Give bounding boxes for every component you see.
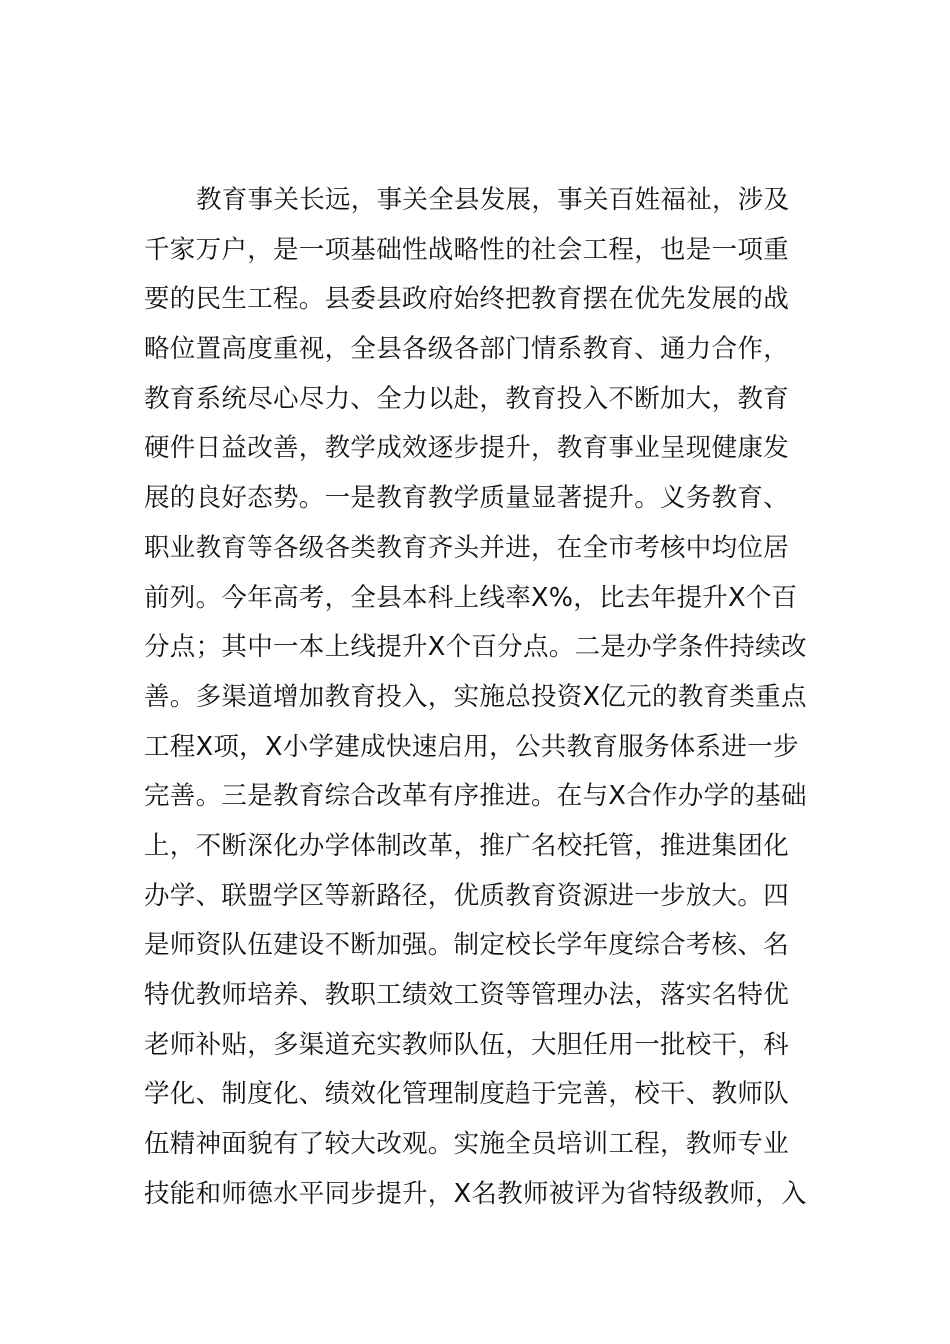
text-line: 职业教育等各级各类教育齐头并进，在全市考核中均位居 bbox=[144, 532, 790, 563]
text-line: 教育事关长远，事关全县发展，事关百姓福祉，涉及 bbox=[196, 185, 790, 215]
text-line: 是师资队伍建设不断加强。制定校长学年度综合考核、名 bbox=[144, 930, 790, 961]
text-line: 特优教师培养、教职工绩效工资等管理办法，落实名特优 bbox=[144, 980, 790, 1010]
text-line: 教育系统尽心尽力、全力以赴，教育投入不断加大，教育 bbox=[144, 383, 790, 414]
text-line: 要的民生工程。县委县政府始终把教育摆在优先发展的战 bbox=[144, 284, 790, 315]
text-line: 分点；其中一本上线提升X个百分点。二是办学条件持续改 bbox=[144, 632, 807, 663]
text-line: 善。多渠道增加教育投入，实施总投资X亿元的教育类重点 bbox=[144, 681, 807, 712]
text-line: 技能和师德水平同步提升，X名教师被评为省特级教师，入 bbox=[144, 1178, 807, 1209]
text-line: 工程X项，X小学建成快速启用，公共教育服务体系进一步 bbox=[144, 731, 799, 762]
text-line: 办学、联盟学区等新路径，优质教育资源进一步放大。四 bbox=[144, 880, 790, 911]
text-line: 千家万户，是一项基础性战略性的社会工程，也是一项重 bbox=[144, 234, 790, 265]
text-line: 完善。三是教育综合改革有序推进。在与X合作办学的基础 bbox=[144, 781, 807, 812]
body-paragraph bbox=[144, 176, 814, 1219]
text-line: 学化、制度化、绩效化管理制度趋于完善，校干、教师队 bbox=[144, 1079, 790, 1110]
text-line: 硬件日益改善，教学成效逐步提升，教育事业呈现健康发 bbox=[144, 433, 790, 464]
text-line: 前列。今年高考，全县本科上线率X%，比去年提升X个百 bbox=[144, 582, 798, 613]
text-line: 略位置高度重视，全县各级各部门情系教育、通力合作， bbox=[144, 334, 790, 365]
text-line: 老师补贴，多渠道充实教师队伍，大胆任用一批校干，科 bbox=[144, 1029, 790, 1060]
text-line: 展的良好态势。一是教育教学质量显著提升。义务教育、 bbox=[144, 483, 790, 514]
text-line: 伍精神面貌有了较大改观。实施全员培训工程，教师专业 bbox=[144, 1129, 790, 1160]
text-line: 上，不断深化办学体制改革，推广名校托管，推进集团化 bbox=[144, 830, 790, 861]
